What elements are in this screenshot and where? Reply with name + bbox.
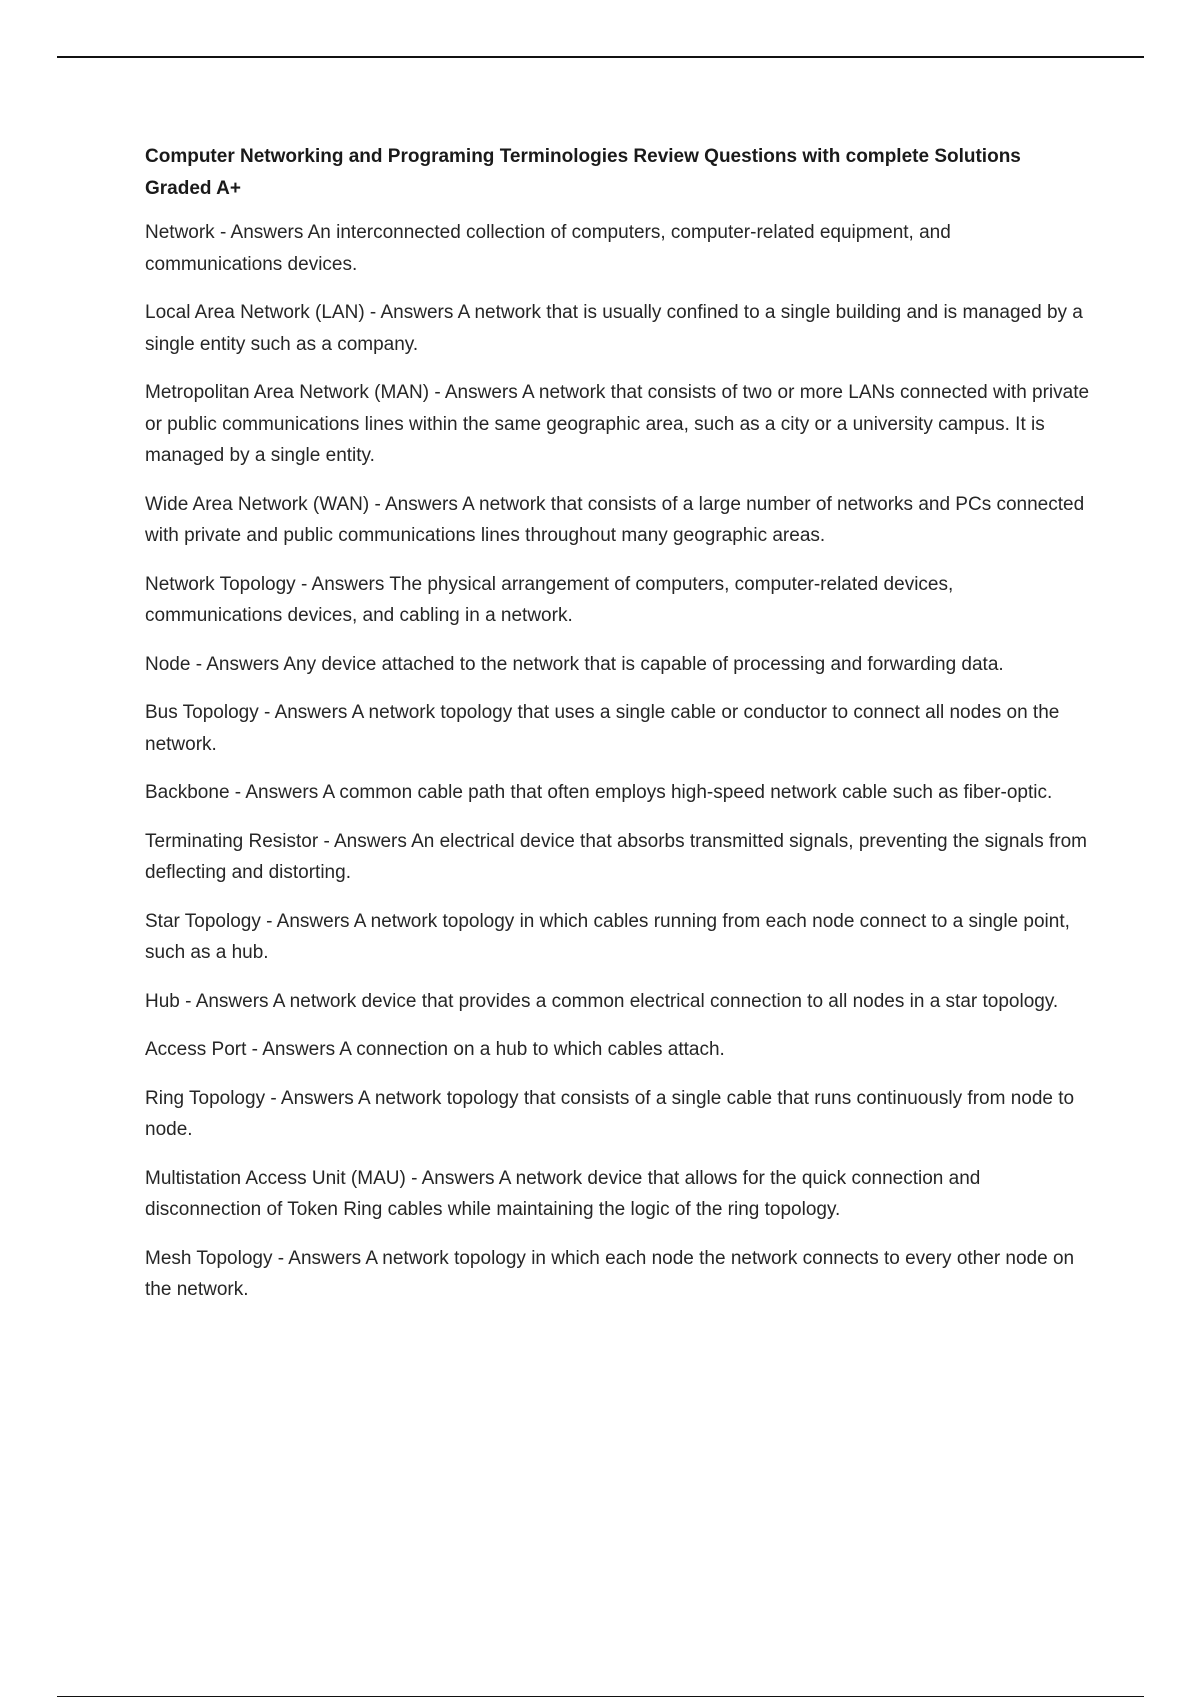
term-definition: An electrical device that absorbs transmitted signals, preventing the signals from deflecting and distorting. (145, 830, 1087, 883)
header-rule (57, 56, 1144, 58)
term-entry (145, 297, 1090, 360)
term-name: Star Topology (145, 910, 261, 932)
answer-separator: - Answers (246, 1039, 340, 1060)
answer-separator: - Answers (190, 653, 284, 675)
answer-separator: - Answers (318, 830, 412, 852)
term-entry (145, 489, 1090, 552)
term-entry (145, 649, 1090, 681)
answer-separator: - Answers (260, 910, 354, 932)
term-entry (145, 826, 1090, 889)
term-entry (145, 986, 1090, 1018)
term-definition: A network topology that consists of a single cable that runs continuously from node to node. (145, 1087, 1075, 1140)
answer-separator: - Answers (265, 1087, 358, 1109)
term-list (145, 217, 1090, 1306)
term-entry (145, 1163, 1090, 1226)
term-entry (145, 1034, 1090, 1066)
term-entry (145, 777, 1090, 809)
term-name: Mesh Topology (145, 1247, 273, 1269)
term-definition: Any device attached to the network that is capable of processing and forwarding data. (283, 653, 1004, 675)
term-definition: A network device that provides a common electrical connection to all nodes in a star topology. (272, 990, 1059, 1012)
document-title: Computer Networking and Programing Terminologies Review Questions with complete Solutions Graded A+ (145, 146, 1021, 199)
footer-rule (57, 1696, 1144, 1697)
document-body (145, 141, 1090, 1323)
answer-separator: - Answers (272, 1247, 366, 1269)
term-entry (145, 1083, 1090, 1146)
term-name: Hub (145, 990, 180, 1012)
term-name: Terminating Resistor (145, 830, 319, 852)
term-name: Bus Topology (145, 702, 259, 723)
term-name: Wide Area Network (WAN) (145, 493, 370, 515)
answer-separator: - Answers (429, 382, 522, 403)
term-definition: A network that is usually confined to a single building and is managed by a single entity such as a company. (145, 302, 1083, 355)
term-name: Node (145, 653, 191, 675)
term-name: Backbone (145, 782, 230, 803)
term-definition: A network topology in which each node the network connects to every other node on the network. (145, 1247, 1075, 1300)
term-definition: A connection on a hub to which cables attach. (339, 1039, 725, 1060)
term-definition: The physical arrangement of computers, computer-related devices, communications devices, and cabling in a network. (145, 573, 954, 626)
term-definition: A network that consists of two or more LANs connected with private or public communications lines within the same geographic area, such as a city or a university campus. It is managed by a single entity. (145, 382, 1090, 466)
answer-separator: - Answers (369, 493, 463, 515)
answer-separator: - Answers (179, 990, 273, 1012)
term-name: Network Topology (145, 573, 296, 595)
answer-separator: - Answers (258, 702, 352, 723)
term-name: Network (145, 222, 215, 243)
term-definition: A common cable path that often employs high-speed network cable such as fiber-optic. (322, 782, 1053, 803)
answer-separator: - Answers (214, 222, 308, 243)
term-entry (145, 1243, 1090, 1306)
answer-separator: - Answers (405, 1167, 499, 1189)
term-name: Metropolitan Area Network (MAN) (145, 382, 430, 403)
term-name: Local Area Network (LAN) (145, 302, 365, 323)
term-name: Access Port (145, 1039, 247, 1060)
term-name: Multistation Access Unit (MAU) (145, 1167, 406, 1189)
term-entry (145, 697, 1090, 760)
answer-separator: - Answers (229, 782, 323, 803)
term-entry (145, 906, 1090, 969)
term-definition: A network topology that uses a single cable or conductor to connect all nodes on the network. (145, 702, 1060, 755)
term-entry (145, 377, 1090, 472)
term-name: Ring Topology (145, 1087, 266, 1109)
term-definition: A network topology in which cables running from each node connect to a single point, such as a hub. (145, 910, 1070, 963)
answer-separator: - Answers (364, 302, 458, 323)
term-entry (145, 569, 1090, 632)
term-entry (145, 217, 1090, 280)
answer-separator: - Answers (295, 573, 390, 595)
term-definition: A network that consists of a large number of networks and PCs connected with private and public communications lines throughout many geographic areas. (145, 493, 1085, 546)
term-definition: A network device that allows for the quick connection and disconnection of Token Ring cables while maintaining the logic of the ring topology. (145, 1167, 981, 1220)
term-definition: An interconnected collection of computers, computer-related equipment, and communications devices. (145, 222, 951, 275)
